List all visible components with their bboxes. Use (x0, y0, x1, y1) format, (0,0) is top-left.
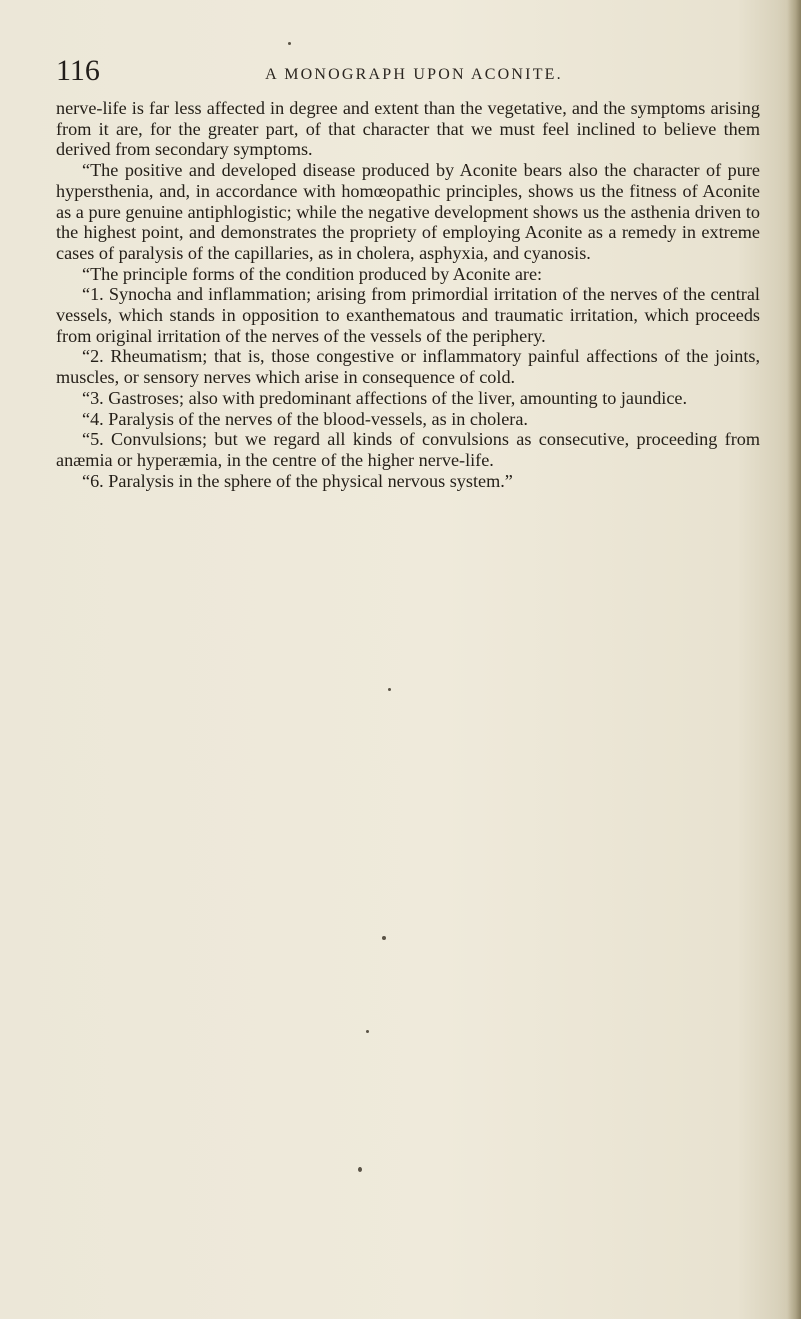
paper-speck (382, 936, 386, 940)
paragraph: “4. Paralysis of the nerves of the blood-vessels, as in cholera. (82, 408, 528, 429)
paragraph: “2. Rheumatism; that is, those congestive or inflammatory painful affections of the joints, muscles, or sensory nerves which arise in consequence of cold. (56, 346, 760, 388)
paragraph: “The positive and developed disease produced by Aconite bears also the character of pure hypersthenia, and, in accordance with homœopathic principles, shows us the fitness of Aconite as a pure genuine antiphlogistic; while the negative development shows us the asthenia driven to the highest point, and demonstrates the propriety of employing Aconite as a remedy in extreme cases of paralysis of the capillaries, as in cholera, asphyxia, and cyanosis. (56, 160, 760, 263)
paragraph: “5. Convulsions; but we regard all kinds of convulsions as consecutive, proceeding from anæmia or hyperæmia, in the centre of the higher nerve-life. (56, 429, 760, 470)
running-head: A MONOGRAPH UPON ACONITE. (265, 66, 563, 83)
paper-speck (358, 1167, 362, 1172)
paper-speck (366, 1030, 369, 1033)
page-number: 116 (56, 54, 100, 87)
paragraph: nerve-life is far less affected in degree and extent than the vegetative, and the symptoms arising from it are, for the greater part, of that character that we must feel inclined to believe them derived from secondary symptoms. (56, 98, 760, 160)
paragraph: “3. Gastroses; also with predominant affections of the liver, amounting to jaundice. (82, 387, 688, 408)
paper-speck (288, 42, 291, 45)
paragraph: “6. Paralysis in the sphere of the physical nervous system.” (82, 470, 513, 491)
paragraph: “The principle forms of the condition produced by Aconite are: (82, 263, 543, 284)
page-binding-edge (787, 0, 801, 1319)
page-header (56, 56, 756, 90)
paragraph: “1. Synocha and inflammation; arising from primordial irritation of the nerves of the central vessels, which stands in opposition to exanthematous and traumatic irritation, which proceeds from original irritation of the nerves of the vessels of the periphery. (56, 284, 760, 346)
paper-speck (388, 688, 391, 691)
body-text (56, 98, 760, 491)
